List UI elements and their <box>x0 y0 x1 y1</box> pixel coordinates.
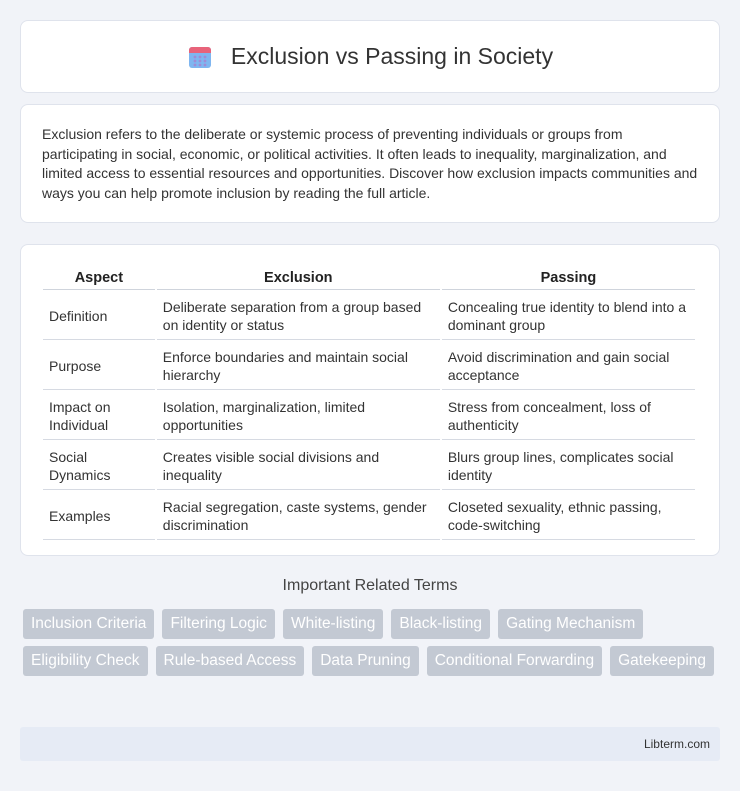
header-card <box>20 20 720 93</box>
tag-inclusion-criteria[interactable]: Inclusion Criteria <box>23 609 154 639</box>
page-title: Exclusion vs Passing in Society <box>230 43 554 69</box>
table-cell: Social Dynamics <box>43 442 155 490</box>
table-row <box>43 442 695 490</box>
table-cell: Concealing true identity to blend into a dominant group <box>442 292 695 340</box>
header <box>187 43 553 70</box>
table-cell: Avoid discrimination and gain social acceptance <box>442 342 695 390</box>
table-row <box>43 342 695 390</box>
related-terms-list <box>23 609 723 676</box>
comparison-table <box>41 264 697 542</box>
table-cell: Examples <box>43 492 155 540</box>
column-header-passing: Passing <box>442 266 695 290</box>
tag-data-pruning[interactable]: Data Pruning <box>312 646 418 676</box>
tag-white-listing[interactable]: White-listing <box>283 609 383 639</box>
tag-black-listing[interactable]: Black-listing <box>391 609 490 639</box>
tag-conditional-forwarding[interactable]: Conditional Forwarding <box>427 646 602 676</box>
table-cell: Blurs group lines, complicates social identity <box>442 442 695 490</box>
table-cell: Purpose <box>43 342 155 390</box>
tag-eligibility-check[interactable]: Eligibility Check <box>23 646 148 676</box>
table-cell: Racial segregation, caste systems, gender discrimination <box>157 492 440 540</box>
tag-filtering-logic[interactable]: Filtering Logic <box>162 609 275 639</box>
table-cell: Impact on Individual <box>43 392 155 440</box>
tag-gatekeeping[interactable]: Gatekeeping <box>610 646 714 676</box>
column-header-aspect: Aspect <box>43 266 155 290</box>
intro-card <box>20 104 720 223</box>
column-header-exclusion: Exclusion <box>157 266 440 290</box>
table-cell: Isolation, marginalization, limited opportunities <box>157 392 440 440</box>
table-cell: Definition <box>43 292 155 340</box>
table-cell: Stress from concealment, loss of authenticity <box>442 392 695 440</box>
table-cell: Creates visible social divisions and inequality <box>157 442 440 490</box>
table-row <box>43 392 695 440</box>
footer-site-link[interactable]: Libterm.com <box>643 737 710 751</box>
table-cell: Closeted sexuality, ethnic passing, code-switching <box>442 492 695 540</box>
table-cell: Enforce boundaries and maintain social hierarchy <box>157 342 440 390</box>
comparison-table-card <box>20 244 720 556</box>
footer <box>20 727 720 761</box>
intro-text: Exclusion refers to the deliberate or systemic process of preventing individuals or groups from participating in social, economic, or political activities. It often leads to inequality, marginalization, and limited access to essential resources and opportunities. Discover how exclusion impacts communities and ways you can help promote inclusion by reading the full article. <box>42 126 698 201</box>
tag-rule-based-access[interactable]: Rule-based Access <box>156 646 305 676</box>
table-cell: Deliberate separation from a group based on identity or status <box>157 292 440 340</box>
related-terms-title: Important Related Terms <box>282 577 458 594</box>
table-row <box>43 292 695 340</box>
table-row <box>43 492 695 540</box>
calendar-grid-icon <box>187 44 213 70</box>
tag-gating-mechanism[interactable]: Gating Mechanism <box>498 609 643 639</box>
table-header-row <box>43 266 695 290</box>
